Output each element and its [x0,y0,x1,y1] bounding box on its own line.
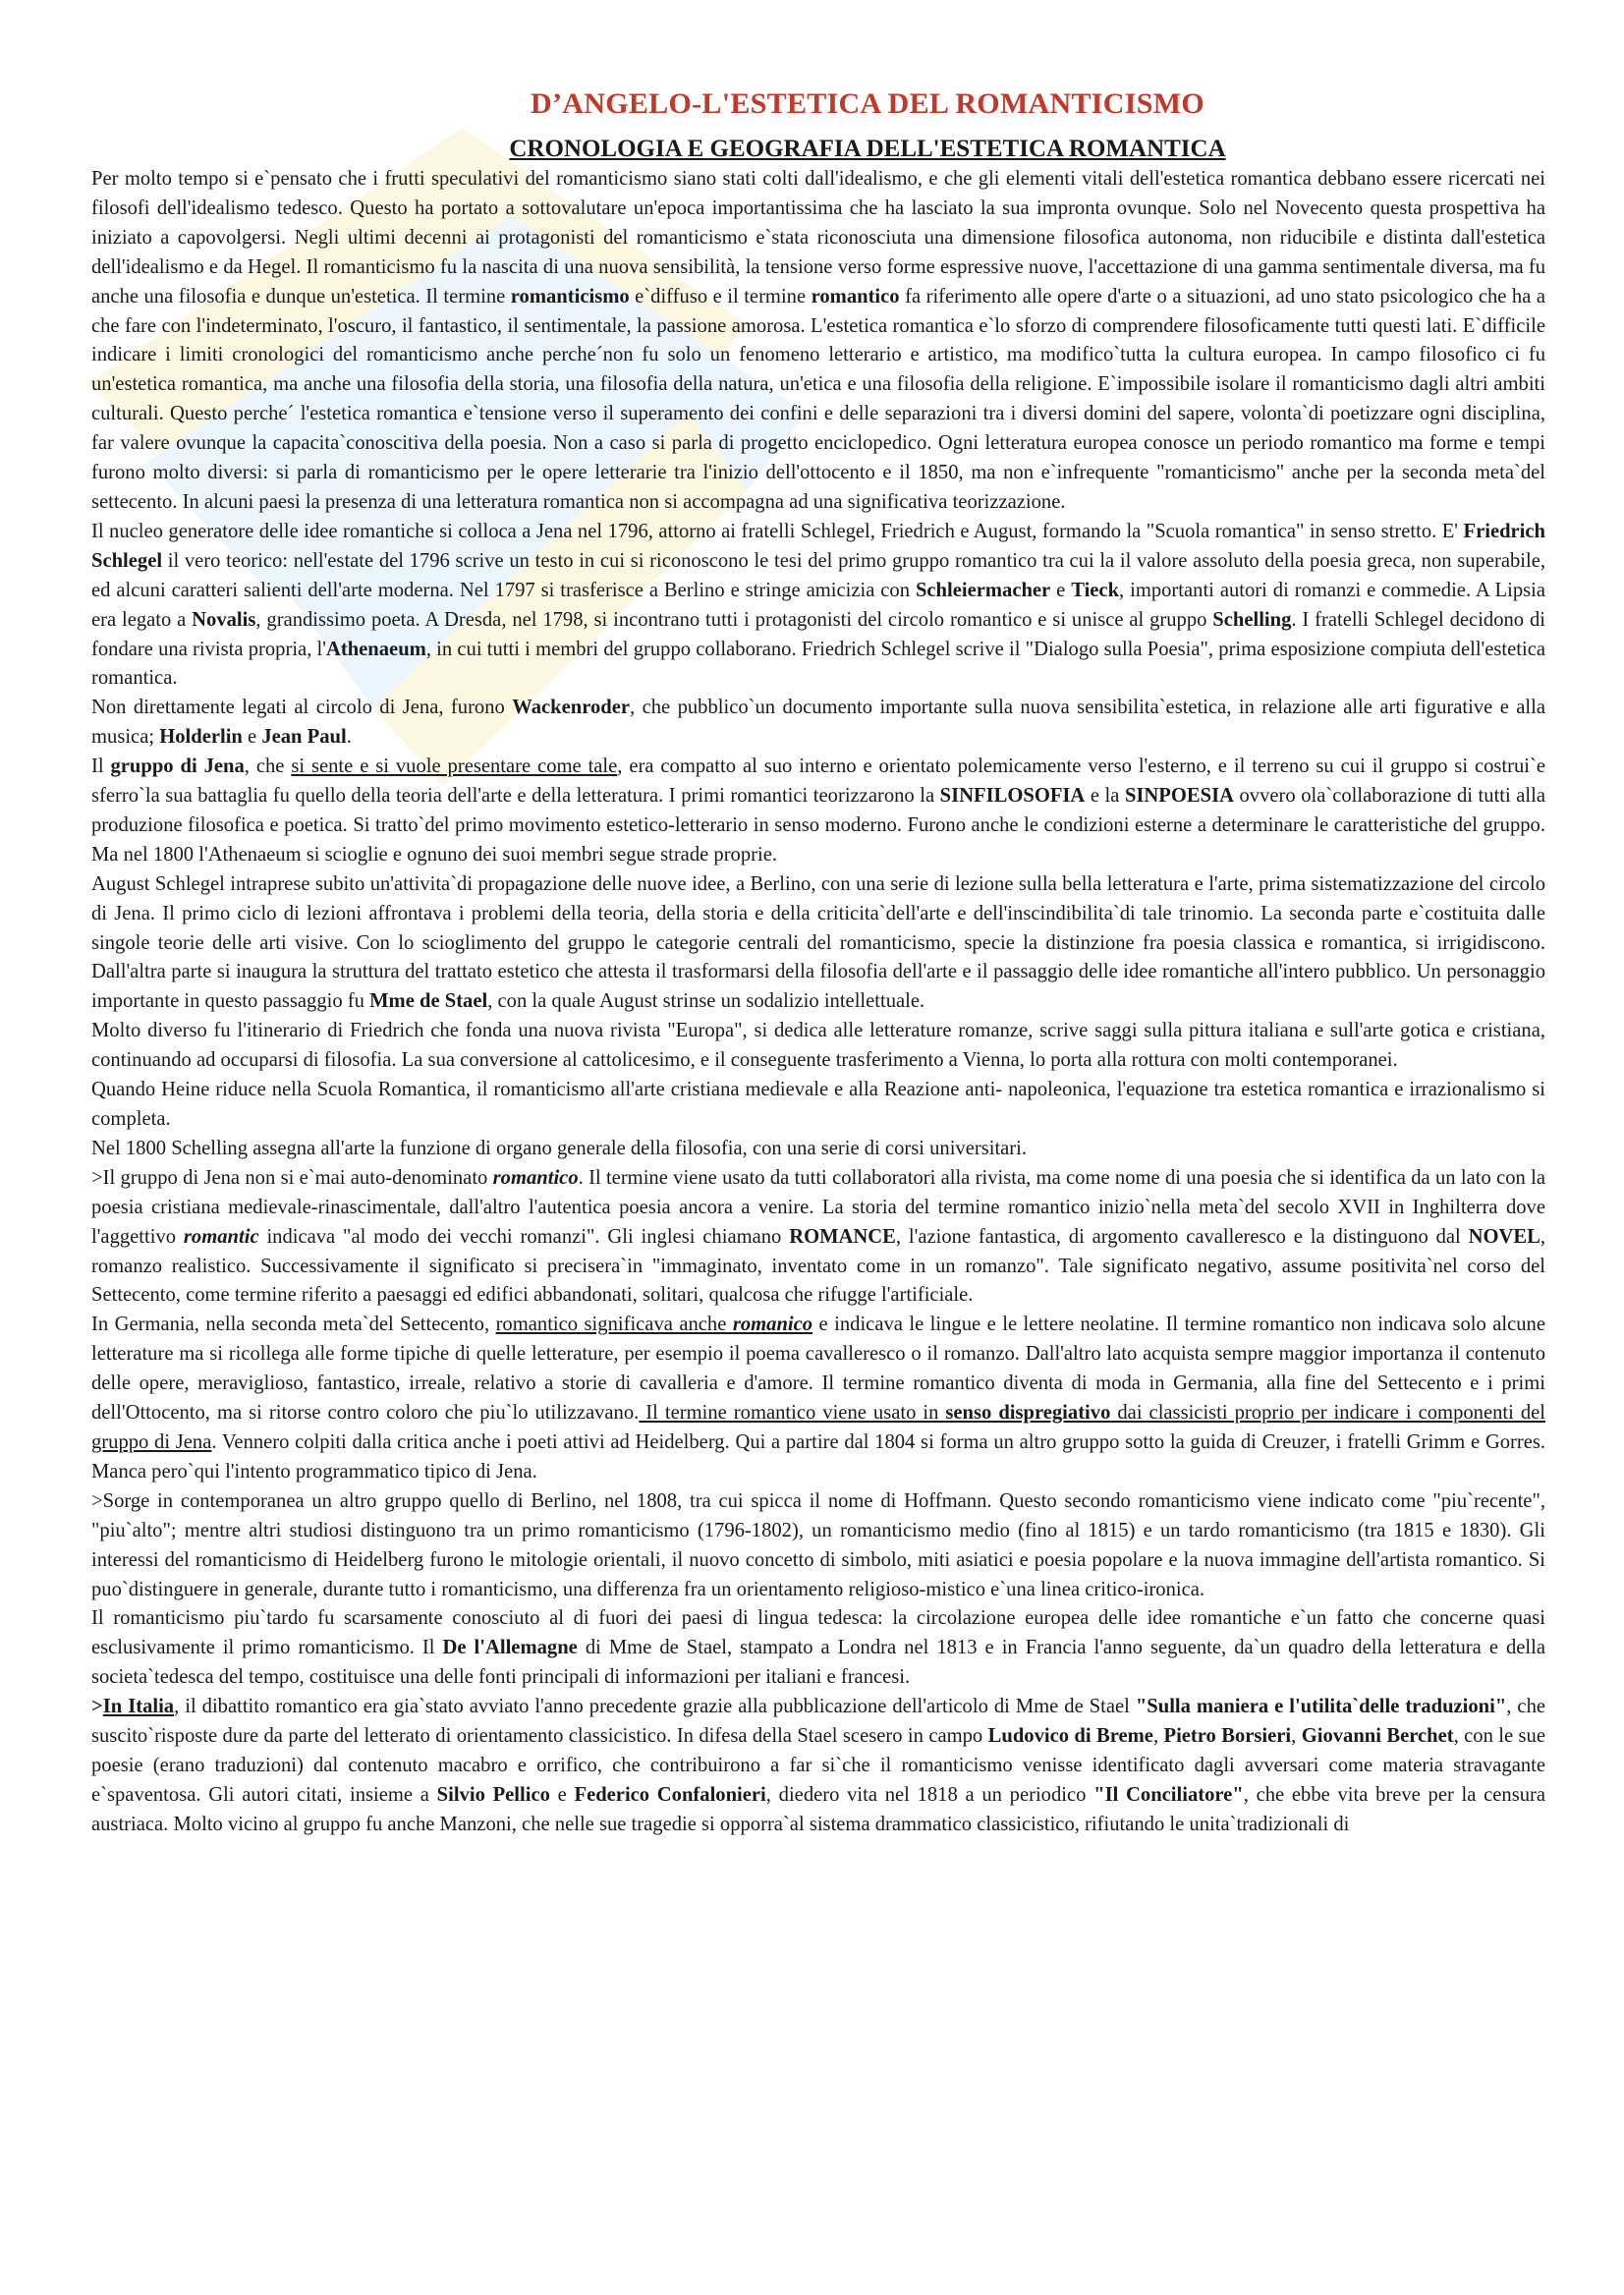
emphasized-text: Holderlin [159,726,243,749]
paragraph [91,1693,1545,1840]
text-run: e`diffuso e il termine [629,285,812,308]
emphasized-text: > [91,1696,103,1718]
text-run: e la [1085,785,1125,808]
emphasized-text: In Italia [102,1696,175,1718]
text-run: , era compatto al suo interno e orientato polemicamente verso l'esterno, e il terreno su cui il gruppo si costrui`e sferro`la sua battaglia fu quello della teoria dell'arte e della letteratura. I primi romantici teorizzarono la [91,756,1545,808]
text-run: , l'azione fantastica, di argomento cavalleresco e la distinguono dal [895,1225,1469,1248]
document-page [91,84,1545,1840]
paragraph [91,165,1545,518]
emphasized-text: Federico Confalonieri [574,1783,766,1806]
paragraph [91,1076,1545,1135]
text-run: >Il gruppo di Jena non si e`mai auto-denominato [91,1166,493,1189]
text-run: >Sorge in contemporanea un altro gruppo quello di Berlino, nel 1808, tra cui spicca il nome di Hoffmann. Questo secondo romanticismo viene indicato come "piu`recente", "piu`alto"; mentre altri studiosi distinguono tra un primo romanticismo (1796-1802), un romanticismo medio (fino al 1815) e un tardo romanticismo (tra 1815 e 1830). Gli interessi del romanticismo di Heidelberg furono le mitologie orientali, il nuovo concetto di simbolo, miti asiatici e poesia popolare e la nuova immagine dell'artista romantico. Si puo`distinguere in generale, durante tutto i romanticismo, una differenza fra un orientamento religioso-mistico e`una linea critico-ironica. [91,1489,1545,1600]
emphasized-text: Jean Paul [261,726,347,749]
paragraph [91,753,1545,870]
emphasized-text: romantic [183,1225,259,1248]
emphasized-text: ROMANCE [789,1225,896,1248]
emphasized-text: gruppo di Jena [110,756,245,778]
emphasized-text: senso dispregiativo [945,1402,1111,1425]
emphasized-text: SINPOESIA [1124,785,1234,808]
emphasized-text: Pietro Borsieri [1163,1725,1292,1748]
emphasized-text: Schelling [1212,608,1292,631]
text-run: . [346,726,352,749]
text-run: In Germania, nella seconda meta`del Settecento, [91,1314,496,1336]
text-run: , che ebbe vita breve per la censura austriaca. Molto vicino al gruppo fu anche Manzoni, che nelle sue tragedie si opporra`al sistema drammatico classicistico, rifiutando le unita`tradizionali di [91,1783,1545,1835]
paragraph [91,1311,1545,1486]
paragraph [91,1164,1545,1312]
text-run: Nel 1800 Schelling assegna all'arte la funzione di organo generale della filosofia, con una serie di corsi universitari. [91,1137,1028,1159]
text-run: , con la quale August strinse un sodalizio intellettuale. [487,990,925,1013]
paragraph [91,1487,1545,1605]
paragraph [91,694,1545,753]
text-run: Il [91,756,111,778]
text-run: , [1291,1725,1302,1748]
emphasized-text: "Sulla maniera e l'utilita`delle traduzioni" [1135,1696,1507,1718]
emphasized-text: romantico [492,1166,579,1189]
text-run: , grandissimo poeta. A Dresda, nel 1798, si incontrano tutti i protagonisti del circolo romantico e si unisce al gruppo [255,608,1213,631]
paragraph [91,1017,1545,1076]
text-run: . Il termine viene usato da tutti collaboratori alla rivista, ma come nome di una poesia che si identifica da un lato con la poesia cristiana medievale-rinascimentale, dall'altro l'autentica poesia ancora a venire. La storia del termine romantico inizio`nella meta`del secolo XVII in Inghilterra dove l'aggettivo [91,1166,1545,1248]
paragraph [91,518,1545,694]
text-run: Il romanticismo piu`tardo fu scarsamente conosciuto al di fuori dei paesi di lingua tedesca: la circolazione europea delle idee romantiche e`un fatto che concerne quasi esclusivamente il primo romanticismo. Il [91,1607,1545,1659]
emphasized-text: romanticismo [510,285,630,308]
text-run: di Mme de Stael, stampato a Londra nel 1813 e in Francia l'anno seguente, da`un quadro della letteratura e della societa`tedesca del tempo, costituisce una delle fonti principali di informazioni per italiani e francesi. [91,1637,1546,1689]
emphasized-text: Wackenroder [512,697,630,719]
emphasized-text: Mme de Stael [369,990,488,1013]
emphasized-text: De l'Allemagne [442,1637,578,1659]
text-run: e [1050,579,1072,601]
text-run: Non direttamente legati al circolo di Jena, furono [91,697,513,719]
emphasized-text: Ludovico di Breme [987,1725,1153,1748]
text-run: August Schlegel intraprese subito un'attivita`di propagazione delle nuove idee, a Berlino, con una serie di lezione sulla bella letteratura e l'arte, prima sistematizzazione del circolo di Jena. Il primo ciclo di lezioni affrontava i problemi della teoria, della storia e della criticita`dell'arte e dell'inscindibilita`di tale trinomio. La seconda parte e`costituita dalle singole teorie delle arti visive. Con lo scioglimento del gruppo le categorie centrali del romanticismo, specie la distinzione fra poesia classica e romantica, si irrigidiscono. Dall'altra parte si inaugura la struttura del trattato estetico che attesta il trasformarsi della filosofia dell'arte e il passaggio delle idee romantiche all'intero pubblico. Un personaggio importante in questo passaggio fu [91,872,1545,1013]
emphasized-text: Giovanni Berchet [1301,1725,1454,1748]
text-run: e [242,726,262,749]
text-run: Per molto tempo si e`pensato che i frutti speculativi del romanticismo siano stati colti dall'idealismo, e che gli elementi vitali dell'estetica romantica debbano essere ricercati nei filosofi dell'idealismo tedesco. Questo ha portato a sottovalutare un'epoca importantissima che ha lasciato la sua impronta ovunque. Solo nel Novecento questa prospettiva ha iniziato a capovolgersi. Negli ultimi decenni ai protagonisti del romanticismo e`stata riconosciuta una dimensione filosofica autonoma, non riducibile e distinta dall'estetica dell'idealismo e da Hegel. Il romanticismo fu la nascita di una nuova sensibilità, la tensione verso forme espressive nuove, l'accettazione di una gamma sentimentale diversa, ma fu anche una filosofia e dunque un'estetica. Il termine [91,168,1545,308]
text-run: e indicava le lingue e le lettere neolatine. Il termine romantico non indicava solo alcune letterature ma si ricollega alle forme tipiche di quelle letterature, per esempio il poema cavalleresco o il romanzo. Dall'altro lato acquista sempre maggior importanza il contenuto delle opere, meraviglioso, fantastico, irreale, relativo a storie di cavalleria e d'amore. Il termine romantico diventa di moda in Germania, alla fine del Settecento e i primi dell'Ottocento, ma si ritorse contro coloro che piu`lo utilizzavano. [91,1314,1545,1425]
text-run: , romanzo realistico. Successivamente il significato si precisera`in "immaginato, inventato come in un romanzo". Tale significato negativo, assume positivita`nel corso del Settecento, come termine riferito a paesaggi ed edifici abbandonati, solitari, qualcosa che rifugge l'artificiale. [91,1225,1546,1307]
text-run: , diedero vita nel 1818 a un periodico [765,1783,1094,1806]
text-run: Il nucleo generatore delle idee romantiche si colloca a Jena nel 1796, attorno ai fratelli Schlegel, Friedrich e August, formando la "Scuola romantica" in senso stretto. E' [91,520,1464,542]
emphasized-text: Silvio Pellico [436,1783,550,1806]
emphasized-text: Tieck [1071,579,1120,601]
text-run: . I fratelli Schlegel decidono di fondare una rivista propria, l' [91,608,1545,660]
emphasized-text: Athenaeum [325,638,426,660]
text-run: e [549,1783,575,1806]
emphasized-text: Il termine romantico viene usato in [639,1402,946,1425]
document-title: D’ANGELO-L'ESTETICA DEL ROMANTICISMO [531,87,1204,120]
emphasized-text: dai classicisti proprio per indicare i componenti del gruppo di Jena [91,1402,1546,1453]
text-run: fa riferimento alle opere d'arte o a situazioni, ad uno stato psicologico che ha a che fare con l'indeterminato, l'oscuro, il fantastico, il sentimentale, la passione amorosa. L'estetica romantica e`lo sforzo di comprendere filosoficamente tutti questi lati. E`difficile indicare i limiti cronologici del romanticismo anche perche´non fu solo un fenomeno letterario e artistico, ma modifico`tutta la cultura europea. In campo filosofico ci fu un'estetica romantica, ma anche una filosofia della storia, una filosofia della natura, un'etica e una filosofia della religione. E`impossibile isolare il romanticismo dagli altri ambiti culturali. Questo perche´ l'estetica romantica e`tensione verso il superamento dei confini e delle separazioni tra i diversi domini del sapere, volonta`di poetizzare ogni disciplina, far valere ovunque la capacita`conoscitiva della poesia. Non a caso si parla di progetto enciclopedico. Ogni letteratura europea conosce un periodo romantico ma forme e tempi furono molto diversi: si parla di romanticismo per le opere letterarie tra l'inizio dell'ottocento e il 1850, ma non e`infrequente "romanticismo" anche per la seconda meta`del settecento. In alcuni paesi la presenza di una letteratura romantica non si accompagna ad una significativa teorizzazione. [91,285,1545,513]
paragraph [91,870,1545,1018]
emphasized-text: romantico [811,285,900,308]
section-heading: CRONOLOGIA E GEOGRAFIA DELL'ESTETICA ROMANTICA [509,136,1226,162]
emphasized-text: Novalis [192,608,256,631]
text-run: indicava "al modo dei vecchi romanzi". Gli inglesi chiamano [258,1225,790,1248]
text-run: , [1152,1725,1164,1748]
emphasized-text: "Il Conciliatore" [1093,1783,1244,1806]
text-run: , che suscito`risposte dure da parte del letterato di orientamento classicistico. In difesa della Stael scesero in campo [91,1696,1546,1748]
text-run: , con le sue poesie (erano traduzioni) dal contenuto macabro e orrifico, che contribuirono a far si`che il romanticismo venisse identificato dagli avversari come materia stravagante e`spaventosa. Gli autori citati, insieme a [91,1725,1545,1806]
emphasized-text: Schleiermacher [915,579,1051,601]
text-run: , il dibattito romantico era gia`stato avviato l'anno precedente grazie alla pubblicazione dell'articolo di Mme de Stael [174,1696,1136,1718]
text-run: , importanti autori di romanzi e commedie. A Lipsia era legato a [91,579,1546,631]
text-run: il vero teorico: nell'estate del 1796 scrive un testo in cui si riconoscono le tesi del primo gruppo romantico tra cui la il valore assoluto della poesia greca, non superabile, ed alcuni caratteri salienti dell'arte moderna. Nel 1797 si trasferisce a Berlino e stringe amicizia con [91,549,1545,601]
text-run: , in cui tutti i membri del gruppo collaborano. Friedrich Schlegel scrive il "Dialogo sulla Poesia", prima esposizione compiuta dell'estetica romantica. [91,638,1545,690]
text-run: ovvero ola`collaborazione di tutti alla produzione filosofica e poetica. Si tratto`del primo movimento estetico-letterario in senso moderno. Furono anche le condizioni esterne a determinare le caratteristiche del gruppo. Ma nel 1800 l'Athenaeum si scioglie e ognuno dei suoi membri segue strade proprie. [91,785,1545,866]
paragraph [91,1135,1545,1164]
body-text [91,165,1545,1840]
emphasized-text: romantico significava anche [495,1314,733,1336]
emphasized-text: romanico [732,1314,813,1336]
paragraph [91,1604,1545,1693]
emphasized-text: si sente e si vuole presentare come tale [291,756,618,778]
text-run: Quando Heine riduce nella Scuola Romantica, il romanticismo all'arte cristiana medievale e alla Reazione anti- napoleonica, l'equazione tra estetica romantica e irrazionalismo si completa. [91,1079,1545,1130]
text-run: , che pubblico`un documento importante sulla nuova sensibilita`estetica, in relazione alle arti figurative e alla musica; [91,697,1545,749]
text-run: Molto diverso fu l'itinerario di Friedrich che fonda una nuova rivista "Europa", si dedica alle letterature romanze, scrive saggi sulla pittura italiana e sull'arte gotica e cristiana, continuando ad occuparsi di filosofia. La sua conversione al cattolicesimo, e il conseguente trasferimento a Vienna, lo porta alla rottura con molti contemporanei. [91,1020,1545,1072]
text-run: . Vennero colpiti dalla critica anche i poeti attivi ad Heidelberg. Qui a partire dal 1804 si forma un altro gruppo sotto la guida di Creuzer, i fratelli Grimm e Gorres. Manca pero`qui l'intento programmatico tipico di Jena. [91,1430,1546,1483]
text-run: , che [244,756,292,778]
emphasized-text: Friedrich Schlegel [91,520,1545,572]
emphasized-text: NOVEL [1468,1225,1540,1248]
emphasized-text: SINFILOSOFIA [939,785,1086,808]
